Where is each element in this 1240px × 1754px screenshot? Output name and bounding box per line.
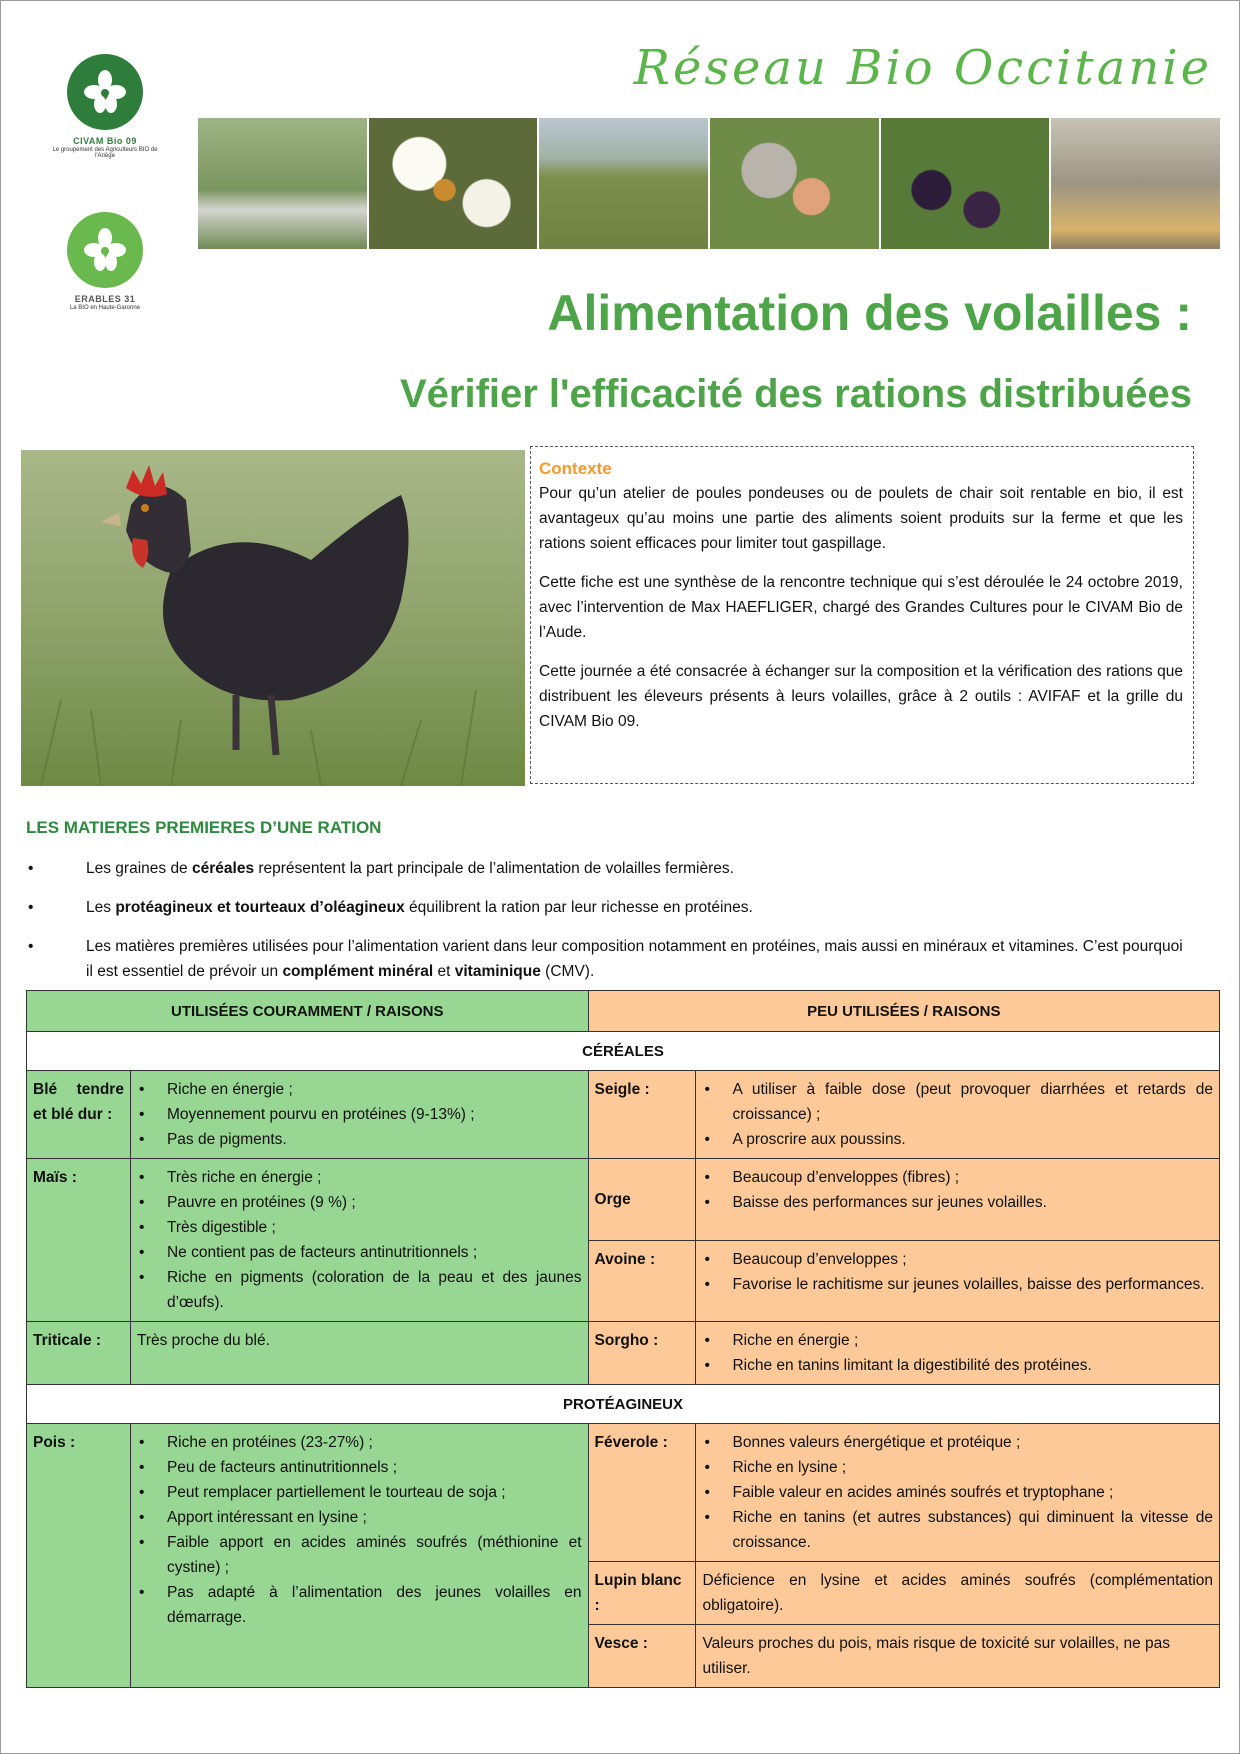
flower-icon xyxy=(67,54,143,130)
list-item: • Très riche en énergie ; xyxy=(137,1165,582,1190)
row-reasons: Valeurs proches du pois, mais risque de toxicité sur volailles, ne pas utiliser. xyxy=(696,1625,1220,1688)
row-reasons xyxy=(130,1424,588,1688)
row-reasons xyxy=(696,1424,1220,1562)
list-item: • Pas de pigments. xyxy=(137,1127,582,1152)
list-item: • A utiliser à faible dose (peut provoquer diarrhées et retards de croissance) ; xyxy=(702,1077,1213,1127)
row-label: Vesce : xyxy=(588,1625,696,1688)
list-item: • Pas adapté à l’alimentation des jeunes volailles en démarrage. xyxy=(137,1580,582,1630)
list-item: • Beaucoup d’enveloppes ; xyxy=(702,1247,1213,1272)
row-reasons xyxy=(696,1071,1220,1159)
list-item: • Baisse des performances sur jeunes volailles. xyxy=(702,1190,1213,1215)
logo-tagline: Le groupement des Agriculteurs BIO de l'Ariège xyxy=(52,147,158,159)
row-label: Maïs : xyxy=(27,1159,131,1322)
row-label: Triticale : xyxy=(27,1322,131,1385)
photo-strip xyxy=(198,118,1220,249)
row-reasons xyxy=(696,1240,1220,1322)
list-item: • Peut remplacer partiellement le tourteau de soja ; xyxy=(137,1480,582,1505)
row-label: Avoine : xyxy=(588,1240,696,1322)
bullet-text: et xyxy=(433,963,455,980)
erables-logo xyxy=(50,212,160,311)
logo-name: ERABLES 31 xyxy=(74,294,136,304)
row-label: Seigle : xyxy=(588,1071,696,1159)
row-reasons xyxy=(696,1159,1220,1241)
contexte-box xyxy=(530,446,1194,784)
list-item: • Pauvre en protéines (9 %) ; xyxy=(137,1190,582,1215)
eggplant-photo xyxy=(881,118,1050,249)
bullet-text: Les xyxy=(86,899,116,916)
list-item: • Riche en tanins (et autres substances) qui diminuent la vitesse de croissance. xyxy=(702,1505,1213,1555)
page-title: Alimentation des volailles : xyxy=(547,285,1192,341)
contexte-paragraph: Cette journée a été consacrée à échanger sur la composition et la vérification des rations que distribuent les éleveurs présents à leurs volailles, grâce à 2 outils : AVIFAF et la grille du CIVAM Bio 09. xyxy=(539,663,1183,730)
bullet-bold: complément minéral xyxy=(282,963,434,980)
list-item: • Riche en tanins limitant la digestibilité des protéines. xyxy=(702,1353,1213,1378)
row-label: Pois : xyxy=(27,1424,131,1688)
bullet-icon: • xyxy=(28,860,34,877)
list-item: • Très digestible ; xyxy=(137,1215,582,1240)
bullet-text: Les matières premières utilisées pour l’alimentation varient dans leur composition notamment en protéines, mais aussi en minéraux et vitamines. C’est pourquoi il est essentiel de prévoir un xyxy=(86,938,1183,980)
bee-photo xyxy=(369,118,538,249)
list-item: • Bonnes valeurs énergétique et protéique ; xyxy=(702,1430,1213,1455)
bullet-text: représentent la part principale de l’alimentation de volailles fermières. xyxy=(254,860,734,877)
row-reasons: Très proche du blé. xyxy=(130,1322,588,1385)
contexte-heading: Contexte xyxy=(539,459,612,478)
bullet-bold: céréales xyxy=(192,860,255,877)
row-reasons: Déficience en lysine et acides aminés soufrés (complémentation obligatoire). xyxy=(696,1562,1220,1625)
row-label: Blé tendre et blé dur : xyxy=(27,1071,131,1159)
logo-tagline: La BIO en Haute-Garonne xyxy=(69,305,141,311)
list-item: • Riche en énergie ; xyxy=(137,1077,582,1102)
list-item: • Riche en protéines (23-27%) ; xyxy=(137,1430,582,1455)
bullet-item xyxy=(28,895,1188,920)
raw-materials-table xyxy=(26,990,1220,1688)
list-item: • Apport intéressant en lysine ; xyxy=(137,1505,582,1530)
list-item: • Faible apport en acides aminés soufrés (méthionine et cystine) ; xyxy=(137,1530,582,1580)
bullet-icon: • xyxy=(28,938,34,955)
bullet-text: Les graines de xyxy=(86,860,192,877)
list-item: • Riche en lysine ; xyxy=(702,1455,1213,1480)
list-item: • Moyennement pourvu en protéines (9-13%) ; xyxy=(137,1102,582,1127)
bullet-bold: protéagineux et tourteaux d’oléagineux xyxy=(115,899,405,916)
row-label: Orge xyxy=(588,1159,696,1241)
bullet-item xyxy=(28,934,1188,984)
hen-photo xyxy=(21,450,525,786)
list-item: • Beaucoup d’enveloppes (fibres) ; xyxy=(702,1165,1213,1190)
logo-name: CIVAM Bio 09 xyxy=(73,136,137,146)
bullet-text: (CMV). xyxy=(540,963,595,980)
child-goat-photo xyxy=(710,118,879,249)
header-used: UTILISÉES COURAMMENT / RAISONS xyxy=(27,991,589,1032)
section-cereales: CÉRÉALES xyxy=(27,1032,1220,1071)
bullet-bold: vitaminique xyxy=(454,963,541,980)
contexte-paragraph: Pour qu’un atelier de poules pondeuses ou de poulets de chair soit rentable en bio, il est avantageux qu’au moins une partie des aliments soient produits sur la ferme et que les rations soient efficaces pour limiter tout gaspillage. xyxy=(539,485,1183,552)
bullet-text: équilibrent la ration par leur richesse en protéines. xyxy=(404,899,753,916)
cows-photo xyxy=(198,118,367,249)
row-label: Sorgho : xyxy=(588,1322,696,1385)
page-subtitle: Vérifier l'efficacité des rations distribuées xyxy=(399,372,1192,416)
list-item: • A proscrire aux poussins. xyxy=(702,1127,1213,1152)
row-reasons xyxy=(696,1322,1220,1385)
field-photo xyxy=(539,118,708,249)
row-label: Lupin blanc : xyxy=(588,1562,696,1625)
list-item: • Favorise le rachitisme sur jeunes volailles, baisse des performances. xyxy=(702,1272,1213,1297)
list-item: • Riche en pigments (coloration de la peau et des jaunes d’œufs). xyxy=(137,1265,582,1315)
list-item: • Peu de facteurs antinutritionnels ; xyxy=(137,1455,582,1480)
kitchen-photo xyxy=(1051,118,1220,249)
list-item: • Faible valeur en acides aminés soufrés et tryptophane ; xyxy=(702,1480,1213,1505)
bullet-icon: • xyxy=(28,899,34,916)
row-label: Féverole : xyxy=(588,1424,696,1562)
contexte-paragraph: Cette fiche est une synthèse de la rencontre technique qui s’est déroulée le 24 octobre 2019, avec l’intervention de Max HAEFLIGER, chargé des Grandes Cultures pour le CIVAM Bio de l’Aude. xyxy=(539,574,1183,641)
civam-logo xyxy=(50,54,160,159)
header-rarely-used: PEU UTILISÉES / RAISONS xyxy=(588,991,1219,1032)
list-item: • Riche en énergie ; xyxy=(702,1328,1213,1353)
row-reasons xyxy=(130,1159,588,1322)
brand-title: Réseau Bio Occitanie xyxy=(633,40,1212,96)
flower-icon xyxy=(67,212,143,288)
row-reasons xyxy=(130,1071,588,1159)
section-heading: LES MATIERES PREMIERES D’UNE RATION xyxy=(26,818,382,837)
list-item: • Ne contient pas de facteurs antinutritionnels ; xyxy=(137,1240,582,1265)
bullet-item xyxy=(28,856,1188,881)
section-proteagineux: PROTÉAGINEUX xyxy=(27,1385,1220,1424)
